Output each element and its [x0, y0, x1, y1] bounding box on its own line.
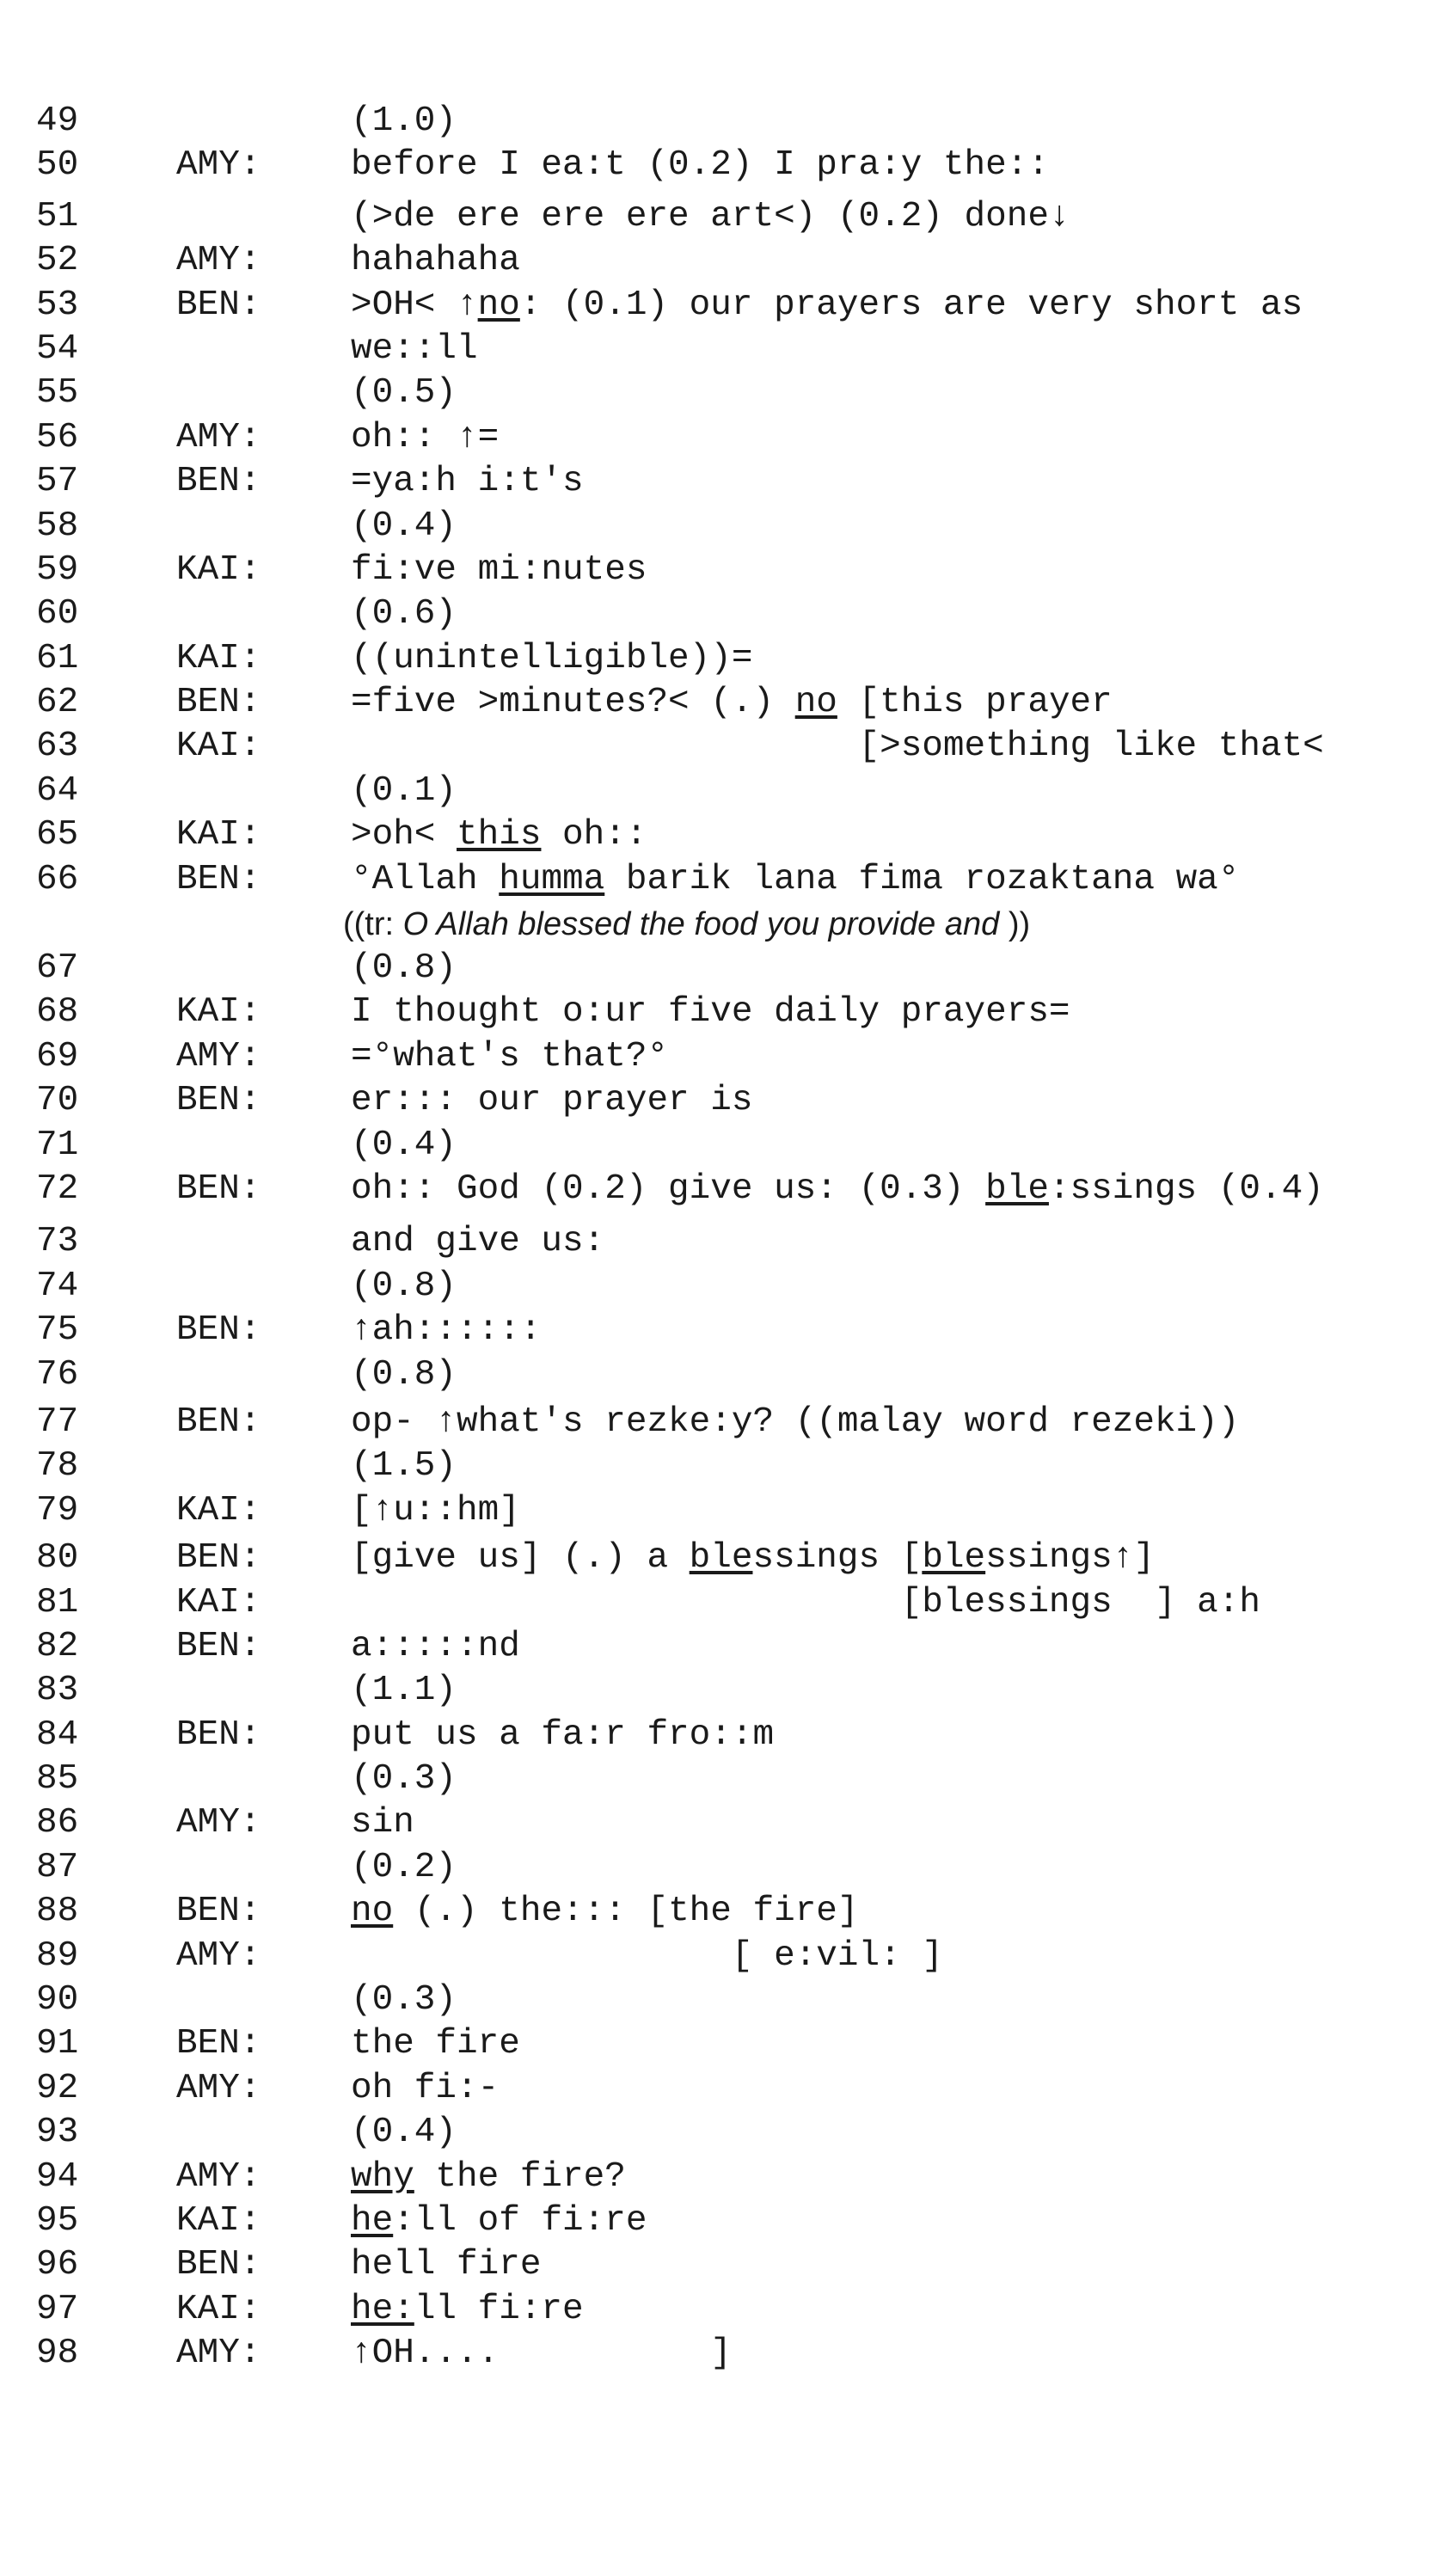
- transcript-line: [36, 1220, 1447, 1264]
- translation-gloss: [36, 902, 1447, 947]
- speaker-label: AMY:: [176, 1935, 261, 1976]
- utterance-text: (0.3): [351, 1759, 457, 1800]
- utterance-segment: oh:: God (0.2) give us: (0.3): [351, 1168, 986, 1209]
- transcript-line: [36, 1124, 1447, 1168]
- line-number: 82: [36, 1626, 79, 1666]
- stressed-segment: he: [351, 2200, 394, 2241]
- line-number: 97: [36, 2289, 79, 2329]
- speaker-label: BEN:: [176, 1626, 261, 1666]
- transcript-line: [36, 505, 1447, 549]
- utterance-text: hell fire: [351, 2245, 542, 2285]
- transcript-line: [36, 2111, 1447, 2155]
- transcript-line: [36, 284, 1447, 328]
- line-number: 75: [36, 1310, 79, 1351]
- utterance-text: (0.2): [351, 1847, 457, 1887]
- utterance-text: ↑OH.... ]: [351, 2334, 732, 2374]
- utterance-text: (0.1): [351, 770, 457, 811]
- speaker-label: BEN:: [176, 285, 261, 325]
- transcript-line: [36, 1669, 1447, 1713]
- utterance-text: oh:: ↑=: [351, 417, 500, 457]
- utterance-text: hahahaha: [351, 241, 520, 281]
- transcript-line: [36, 1353, 1447, 1397]
- utterance-segment: oh::: [541, 815, 647, 856]
- line-number: 52: [36, 241, 79, 281]
- gloss-prefix: ((tr:: [343, 906, 403, 943]
- transcript-line: [36, 947, 1447, 991]
- line-number: 88: [36, 1892, 79, 1932]
- utterance-text: fi:ve mi:nutes: [351, 549, 647, 590]
- transcript-line: [36, 100, 1447, 144]
- speaker-label: KAI:: [176, 2200, 261, 2241]
- gloss-text: [343, 902, 1030, 947]
- transcript-line: [36, 1890, 1447, 1934]
- line-number: 60: [36, 594, 79, 635]
- line-number: 61: [36, 638, 79, 678]
- line-number: 51: [36, 196, 79, 236]
- line-number: 83: [36, 1671, 79, 1711]
- line-number: 85: [36, 1759, 79, 1800]
- transcript-line: [36, 1757, 1447, 1801]
- transcript-line: [36, 1168, 1447, 1211]
- transcript-line: [36, 592, 1447, 636]
- line-number: 68: [36, 992, 79, 1033]
- utterance-text: [351, 1536, 1155, 1580]
- line-number: 92: [36, 2068, 79, 2108]
- utterance-text: er::: our prayer is: [351, 1081, 753, 1121]
- utterance-text: [351, 1168, 1324, 1211]
- speaker-label: AMY:: [176, 145, 261, 186]
- transcript-line: [36, 2199, 1447, 2243]
- transcript-line: [36, 2156, 1447, 2199]
- line-number: 71: [36, 1125, 79, 1165]
- speaker-label: BEN:: [176, 1538, 261, 1579]
- line-number: 93: [36, 2113, 79, 2153]
- utterance-text: [351, 2288, 584, 2332]
- transcript-line: [36, 144, 1447, 187]
- line-number: 95: [36, 2200, 79, 2241]
- speaker-label: BEN:: [176, 859, 261, 899]
- utterance-segment: ssings [: [752, 1538, 923, 1579]
- utterance-text: [351, 284, 1303, 328]
- utterance-text: (0.3): [351, 1980, 457, 2021]
- utterance-text: (0.4): [351, 2113, 457, 2153]
- utterance-text: (0.4): [351, 1125, 457, 1165]
- speaker-label: KAI:: [176, 2289, 261, 2329]
- transcript-line: [36, 2243, 1447, 2287]
- line-number: 59: [36, 549, 79, 590]
- utterance-text: [351, 813, 647, 857]
- utterance-text: [blessings ] a:h: [351, 1582, 1260, 1622]
- utterance-text: [351, 1890, 859, 1934]
- transcript-line: [36, 2332, 1447, 2376]
- utterance-segment: [give us] (.) a: [351, 1538, 690, 1579]
- line-number: 80: [36, 1538, 79, 1579]
- utterance-text: ((unintelligible))=: [351, 638, 753, 678]
- utterance-text: op- ↑what's rezke:y? ((malay word rezeki)): [351, 1401, 1240, 1442]
- transcript-line: [36, 1581, 1447, 1625]
- transcript-line: [36, 239, 1447, 283]
- line-number: 94: [36, 2156, 79, 2197]
- stressed-segment: no: [477, 285, 520, 325]
- utterance-segment: [this prayer: [837, 683, 1113, 723]
- line-number: 96: [36, 2245, 79, 2285]
- line-number: 58: [36, 506, 79, 546]
- speaker-label: BEN:: [176, 1892, 261, 1932]
- transcript-line: [36, 681, 1447, 725]
- line-number: 69: [36, 1036, 79, 1076]
- transcript-line: [36, 858, 1447, 902]
- speaker-label: AMY:: [176, 2156, 261, 2197]
- utterance-text: (>de ere ere ere art<) (0.2) done↓: [351, 196, 1070, 236]
- utterance-text: =ya:h i:t's: [351, 462, 584, 502]
- transcript-line: [36, 460, 1447, 504]
- utterance-text: (0.8): [351, 948, 457, 989]
- speaker-label: KAI:: [176, 1490, 261, 1530]
- utterance-segment: : (0.1) our prayers are very short as: [519, 285, 1303, 325]
- utterance-segment: (.) the::: [the fire]: [393, 1892, 859, 1932]
- utterance-text: (0.4): [351, 506, 457, 546]
- transcript-line: [36, 1536, 1447, 1580]
- transcript-line: [36, 1309, 1447, 1352]
- speaker-label: AMY:: [176, 1803, 261, 1843]
- line-number: 78: [36, 1446, 79, 1487]
- line-number: 76: [36, 1354, 79, 1395]
- utterance-text: and give us:: [351, 1222, 605, 1262]
- speaker-label: BEN:: [176, 1081, 261, 1121]
- speaker-label: AMY:: [176, 241, 261, 281]
- line-number: 57: [36, 462, 79, 502]
- stressed-segment: why: [351, 2156, 414, 2197]
- utterance-text: [351, 681, 1113, 725]
- utterance-text: before I ea:t (0.2) I pra:y the::: [351, 145, 1049, 186]
- line-number: 55: [36, 373, 79, 414]
- transcript-line: [36, 1489, 1447, 1533]
- utterance-text: put us a fa:r fro::m: [351, 1714, 775, 1755]
- speaker-label: KAI:: [176, 1582, 261, 1622]
- line-number: 81: [36, 1582, 79, 1622]
- utterance-text: (0.8): [351, 1266, 457, 1306]
- utterance-text: a:::::nd: [351, 1626, 520, 1666]
- line-number: 72: [36, 1168, 79, 1209]
- speaker-label: AMY:: [176, 2334, 261, 2374]
- transcript-line: [36, 1935, 1447, 1978]
- transcript-line: [36, 549, 1447, 592]
- line-number: 89: [36, 1935, 79, 1976]
- stressed-segment: ble: [985, 1168, 1049, 1209]
- utterance-segment: ll fi:re: [414, 2289, 584, 2329]
- utterance-segment: >OH< ↑: [351, 285, 478, 325]
- stressed-segment: he:: [351, 2289, 414, 2329]
- speaker-label: BEN:: [176, 683, 261, 723]
- transcript-line: [36, 2288, 1447, 2332]
- utterance-text: (1.5): [351, 1446, 457, 1487]
- transcript-line: [36, 991, 1447, 1034]
- transcript-line: [36, 813, 1447, 857]
- utterance-text: oh fi:-: [351, 2068, 500, 2108]
- utterance-text: sin: [351, 1803, 414, 1843]
- line-number: 79: [36, 1490, 79, 1530]
- utterance-text: [351, 858, 1239, 902]
- speaker-label: KAI:: [176, 727, 261, 767]
- transcript-line: [36, 1079, 1447, 1123]
- transcript-line: [36, 2067, 1447, 2111]
- line-number: 77: [36, 1401, 79, 1442]
- utterance-text: the fire: [351, 2024, 520, 2064]
- line-number: 87: [36, 1847, 79, 1887]
- utterance-segment: =five >minutes?< (.): [351, 683, 795, 723]
- transcript-line: [36, 1846, 1447, 1890]
- utterance-text: (0.8): [351, 1354, 457, 1395]
- transcript-line: [36, 371, 1447, 415]
- line-number: 86: [36, 1803, 79, 1843]
- line-number: 56: [36, 417, 79, 457]
- utterance-text: (0.5): [351, 373, 457, 414]
- line-number: 62: [36, 683, 79, 723]
- utterance-text: [>something like that<: [351, 727, 1324, 767]
- speaker-label: BEN:: [176, 1401, 261, 1442]
- speaker-label: KAI:: [176, 549, 261, 590]
- utterance-segment: :ssings (0.4): [1048, 1168, 1324, 1209]
- line-number: 54: [36, 328, 79, 369]
- line-number: 84: [36, 1714, 79, 1755]
- transcript-line: [36, 770, 1447, 813]
- speaker-label: BEN:: [176, 2024, 261, 2064]
- transcript-line: [36, 1714, 1447, 1757]
- transcript-line: [36, 637, 1447, 681]
- speaker-label: KAI:: [176, 992, 261, 1033]
- transcript-line: [36, 416, 1447, 460]
- line-number: 74: [36, 1266, 79, 1306]
- line-number: 50: [36, 145, 79, 186]
- utterance-text: (1.1): [351, 1671, 457, 1711]
- transcript-line: [36, 725, 1447, 769]
- utterance-text: I thought o:ur five daily prayers=: [351, 992, 1070, 1033]
- speaker-label: KAI:: [176, 815, 261, 856]
- utterance-segment: barik lana fima rozaktana wa°: [604, 859, 1240, 899]
- utterance-segment: °Allah: [351, 859, 500, 899]
- line-number: 49: [36, 101, 79, 141]
- line-number: 65: [36, 815, 79, 856]
- utterance-segment: the fire?: [414, 2156, 626, 2197]
- transcript-line: [36, 1401, 1447, 1444]
- stressed-segment: no: [351, 1892, 394, 1932]
- transcript-line: [36, 1978, 1447, 2022]
- utterance-text: (0.6): [351, 594, 457, 635]
- line-number: 67: [36, 948, 79, 989]
- utterance-segment: :ll of fi:re: [393, 2200, 647, 2241]
- transcript-line: [36, 2022, 1447, 2066]
- gloss-suffix: )): [1008, 906, 1031, 943]
- speaker-label: AMY:: [176, 417, 261, 457]
- line-number: 98: [36, 2334, 79, 2374]
- transcript-line: [36, 1035, 1447, 1079]
- line-number: 64: [36, 770, 79, 811]
- transcript-line: [36, 1265, 1447, 1309]
- utterance-text: [351, 2156, 626, 2199]
- speaker-label: BEN:: [176, 1310, 261, 1351]
- gloss-italic: O Allah blessed the food you provide and: [402, 906, 1009, 943]
- speaker-label: BEN:: [176, 1168, 261, 1209]
- line-number: 91: [36, 2024, 79, 2064]
- speaker-label: AMY:: [176, 2068, 261, 2108]
- speaker-label: AMY:: [176, 1036, 261, 1076]
- utterance-text: (1.0): [351, 101, 457, 141]
- stressed-segment: ble: [689, 1538, 753, 1579]
- speaker-label: BEN:: [176, 1714, 261, 1755]
- transcript-line: [36, 1801, 1447, 1845]
- speaker-label: BEN:: [176, 2245, 261, 2285]
- transcript-line: [36, 328, 1447, 371]
- utterance-segment: ssings↑]: [985, 1538, 1155, 1579]
- line-number: 63: [36, 727, 79, 767]
- line-number: 70: [36, 1081, 79, 1121]
- transcript-line: [36, 195, 1447, 239]
- utterance-text: =°what's that?°: [351, 1036, 669, 1076]
- utterance-text: ↑ah::::::: [351, 1310, 542, 1351]
- stressed-segment: no: [794, 683, 837, 723]
- stressed-segment: ble: [922, 1538, 986, 1579]
- utterance-text: [351, 2199, 647, 2243]
- speaker-label: KAI:: [176, 638, 261, 678]
- transcript-line: [36, 1625, 1447, 1669]
- transcript: [36, 100, 1447, 2377]
- line-number: 73: [36, 1222, 79, 1262]
- line-number: 90: [36, 1980, 79, 2021]
- utterance-text: we::ll: [351, 328, 478, 369]
- utterance-text: [ e:vil: ]: [351, 1935, 943, 1976]
- utterance-text: [↑u::hm]: [351, 1490, 520, 1530]
- utterance-segment: >oh<: [351, 815, 457, 856]
- stressed-segment: humma: [499, 859, 605, 899]
- line-number: 66: [36, 859, 79, 899]
- speaker-label: BEN:: [176, 462, 261, 502]
- line-number: 53: [36, 285, 79, 325]
- transcript-line: [36, 1444, 1447, 1488]
- stressed-segment: this: [457, 815, 542, 856]
